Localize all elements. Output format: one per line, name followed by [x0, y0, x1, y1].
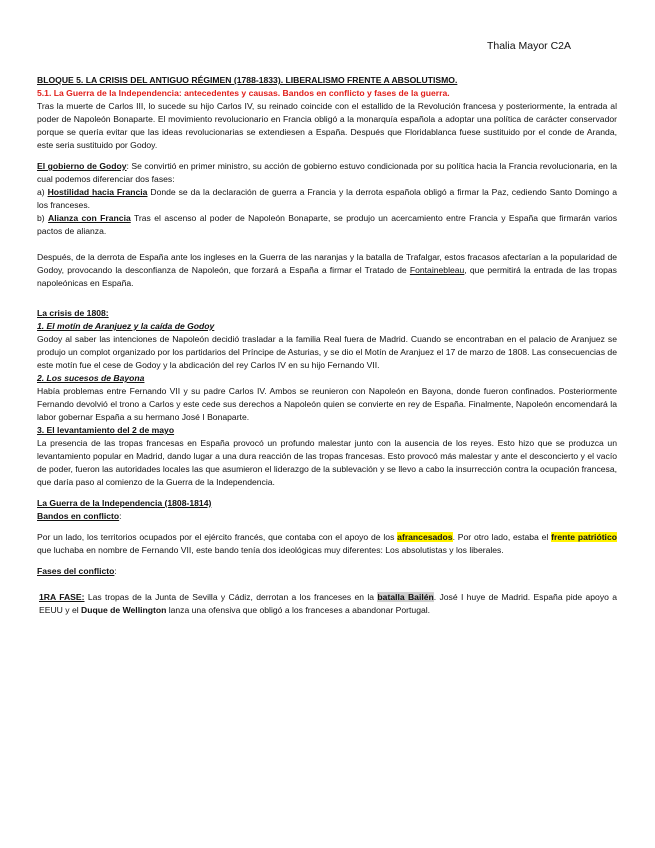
bandos-heading: Bandos en conflicto [37, 511, 120, 521]
author-name: Thalia Mayor C2A [486, 40, 571, 52]
fases-heading: Fases del conflicto [37, 566, 115, 576]
phase-a-prefix: a) [37, 187, 48, 197]
wellington-name: Duque de Wellington [81, 605, 167, 615]
godoy-heading: El gobierno de Godoy [37, 161, 127, 171]
fase1-text-2: . José I huye de Madrid. España pide apoyo a EEUU y el [39, 592, 617, 615]
trafalgar-paragraph [37, 251, 617, 290]
motin-heading: 1. El motín de Aranjuez y la caída de Godoy [37, 321, 215, 331]
trafalgar-text-2: , que permitirá la entrada de las tropas napoleónicas en España. [37, 265, 617, 288]
phase-a-text: Donde se da la declaración de guerra a Francia y la derrota española obligó a firmar la Paz, cediendo Santo Domingo a los franceses. [37, 187, 618, 210]
phase-a-label: Hostilidad hacia Francia [47, 187, 148, 197]
bandos-text-3: que luchaba en nombre de Fernando VII, este bando tenía dos ideológicas muy diferentes: Los absolutistas y los liberales. [37, 545, 504, 555]
frente-patriotico-highlight: frente patriótico [551, 532, 617, 542]
phase-b-label: Alianza con Francia [48, 213, 131, 223]
treaty-name: Fontainebleau [409, 265, 465, 275]
phase-b-prefix: b) [37, 213, 49, 223]
bayona-heading: 2. Los sucesos de Bayona [37, 373, 145, 383]
bailen-highlight: batalla Bailén [377, 592, 434, 602]
godoy-phase-b [37, 212, 617, 238]
godoy-paragraph [37, 160, 617, 186]
mayo-paragraph: La presencia de las tropas francesas en España provocó un profundo malestar junto con la ausencia de los reyes. Esto hizo que se produzca un levantamiento popular en Madrid, dando lugar a una dura reacción de las tropas francesas. Esto provocó más malestar y ante el desconcierto y el vacío de poder, fueron las autoridades locales las que asumieron el liderazgo de la sublevación y se llevo a cabo la insurrección contra la ocupación francesa, que daría paso al comienzo de la Guerra de la Independencia. [37, 438, 617, 487]
intro-paragraph: Tras la muerte de Carlos III, lo sucede su hijo Carlos IV, su reinado coincide con el estallido de la Revolución francesa y posteriormente, la entrada al poder de Napoleón Bonaparte. El movimiento revolucionario en Francia obligó a la monarquía española a adoptar una política de carácter conservador porque se quería evitar que las ideas revolucionarias se extendiesen a España. Después que Floridablanca fuese sustituido por el conde de Aranda, este seria sustituido por Godoy. [37, 101, 617, 150]
phase-b-text: Tras el ascenso al poder de Napoleón Bonaparte, se produjo un acercamiento entre Francia y España que firmarán varios pactos de alianza. [37, 213, 617, 236]
godoy-phase-a [37, 186, 617, 212]
document-body [37, 74, 617, 617]
godoy-text: : Se convirtió en primer ministro, su acción de gobierno estuvo condicionada por su política hacia la Francia revolucionaria, en la cual podemos diferenciar dos fases: [37, 161, 617, 184]
fase1-text-1: Las tropas de la Junta de Sevilla y Cádiz, derrotan a los franceses en la [84, 592, 378, 602]
motin-paragraph: Godoy al saber las intenciones de Napoleón decidió trasladar a la familia Real fuera de Madrid. Cuando se encontraban en el palacio de Aranjuez se produjo un complot organizado por los partidarios del Príncipe de Asturias, y se dio el Motín de Aranjuez el 17 de marzo de 1808. Las consecuencias de este motín fue el cese de Godoy y la abdicación del rey Carlos IV en su hijo Fernando VII. [37, 334, 617, 370]
trafalgar-text-1: Después, de la derrota de España ante los ingleses en la Guerra de las naranjas y la batalla de Trafalgar, estos fracasos afectarían a la popularidad de Godoy, provocando la desconfianza de Napoleón, que forzará a España a firmar el Tratado de [37, 252, 617, 275]
fase1-text-3: lanza una ofensiva que obligó a los franceses a abandonar Portugal. [166, 605, 431, 615]
fases-heading-line [37, 565, 617, 578]
fase1-label: 1RA FASE: [39, 592, 85, 602]
bandos-paragraph [37, 531, 617, 557]
fase1-paragraph [37, 591, 617, 617]
afrancesados-highlight: afrancesados [397, 532, 453, 542]
page-title: BLOQUE 5. LA CRISIS DEL ANTIGUO RÉGIMEN (1788-1833). LIBERALISMO FRENTE A ABSOLUTISMO. [37, 75, 458, 85]
bandos-colon: : [119, 511, 122, 521]
section-subtitle: 5.1. La Guerra de la Independencia: antecedentes y causas. Bandos en conflicto y fases de la guerra. [37, 88, 450, 98]
war-heading: La Guerra de la Independencia (1808-1814) [37, 498, 212, 508]
fases-colon: : [114, 566, 117, 576]
bayona-paragraph: Había problemas entre Fernando VII y su padre Carlos IV. Ambos se reunieron con Napoleón en Bayona, donde fueron confinados. Posteriormente Fernando devolvió el trono a Carlos y este cede sus derechos a Napoleón quien se convierte en rey de España. Finalmente, Napoleón encomendará la labor gobernar España a su hermano José I Bonaparte. [37, 386, 617, 422]
crisis-heading: La crisis de 1808: [37, 308, 109, 318]
mayo-heading: 3. El levantamiento del 2 de mayo [37, 425, 175, 435]
bandos-text-2: . Por otro lado, estaba el [452, 532, 552, 542]
bandos-text-1: Por un lado, los territorios ocupados por el ejército francés, que contaba con el apoyo de los [37, 532, 398, 542]
bandos-heading-line [37, 510, 617, 523]
